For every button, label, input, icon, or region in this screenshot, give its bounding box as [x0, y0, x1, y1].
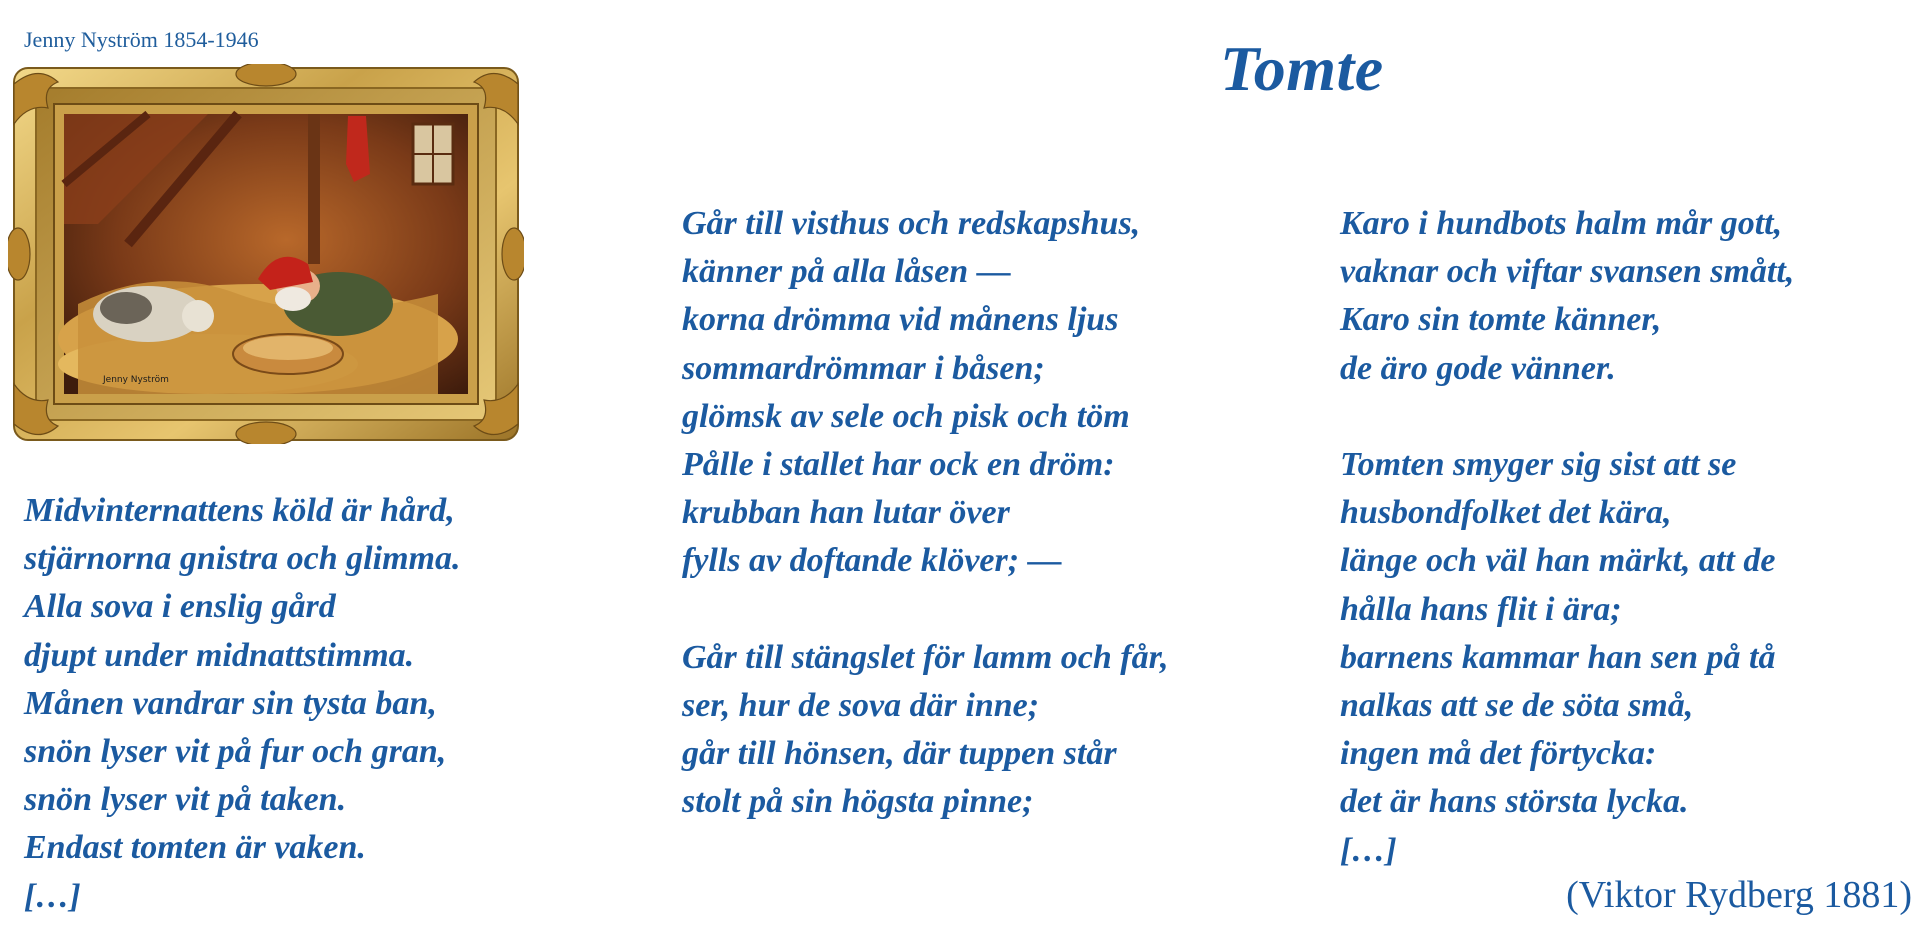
poem-line: Månen vandrar sin tysta ban,	[24, 684, 437, 722]
poem-line: Midvinternattens köld är hård,	[24, 492, 455, 529]
poem-column-2	[682, 200, 1168, 827]
poem-line: går till hönsen, där tuppen står	[682, 735, 1117, 773]
poem-column-3	[1340, 200, 1794, 875]
poem-ellipsis: […]	[1340, 831, 1397, 869]
painting-caption: Jenny Nyström 1854-1946	[24, 27, 259, 52]
poem-title: Tomte	[1220, 33, 1384, 104]
poem-line: ingen må det förtycka:	[1340, 735, 1657, 773]
poem-line: korna drömma vid månens ljus	[682, 301, 1119, 339]
poem-line: glömsk av sele och pisk och töm	[682, 397, 1130, 435]
poem-author: (Viktor Rydberg 1881)	[1566, 874, 1912, 916]
poem-column-1	[24, 487, 460, 921]
poem-line: snön lyser vit på taken.	[24, 781, 347, 819]
poem-line: barnens kammar han sen på tå	[1340, 638, 1776, 676]
poem-line: fylls av doftande klöver; —	[682, 542, 1062, 580]
stanza-gap	[1340, 393, 1794, 441]
poem-line: stjärnorna gnistra och glimma.	[24, 540, 461, 578]
poem-line: Tomten smyger sig sist att se	[1340, 446, 1737, 483]
poem-line: det är hans största lycka.	[1340, 783, 1689, 821]
poem-line: snön lyser vit på fur och gran,	[24, 733, 447, 771]
poem-line: Karo i hundbots halm mår gott,	[1340, 205, 1783, 242]
poem-line: Karo sin tomte känner,	[1340, 301, 1662, 339]
poem-line: djupt under midnattstimma.	[24, 636, 415, 674]
poem-line: sommardrömmar i båsen;	[682, 349, 1045, 387]
poem-line: Pålle i stallet har ock en dröm:	[682, 446, 1115, 484]
poem-line: krubban han lutar över	[682, 494, 1010, 532]
poem-line: hålla hans flit i ära;	[1340, 590, 1622, 628]
poem-line: stolt på sin högsta pinne;	[682, 783, 1034, 821]
stanza-gap	[682, 586, 1168, 634]
poem-line: Endast tomten är vaken.	[24, 829, 366, 867]
poem-line: känner på alla låsen —	[682, 253, 1011, 291]
poem-line: Alla sova i enslig gård	[24, 588, 336, 626]
poem-ellipsis: […]	[24, 877, 81, 915]
framed-painting	[8, 64, 524, 444]
poem-line: ser, hur de sova där inne;	[682, 687, 1040, 725]
poem-line: länge och väl han märkt, att de	[1340, 542, 1776, 580]
poem-line: de äro gode vänner.	[1340, 349, 1616, 387]
poem-line: nalkas att se de söta små,	[1340, 687, 1694, 725]
svg-text:Jenny Nyström: Jenny Nyström	[103, 375, 169, 385]
poem-line: Går till stängslet för lamm och får,	[682, 638, 1169, 676]
poem-line: husbondfolket det kära,	[1340, 494, 1672, 532]
poem-line: vaknar och viftar svansen smått,	[1340, 253, 1795, 291]
poem-line: Går till visthus och redskapshus,	[682, 205, 1141, 242]
